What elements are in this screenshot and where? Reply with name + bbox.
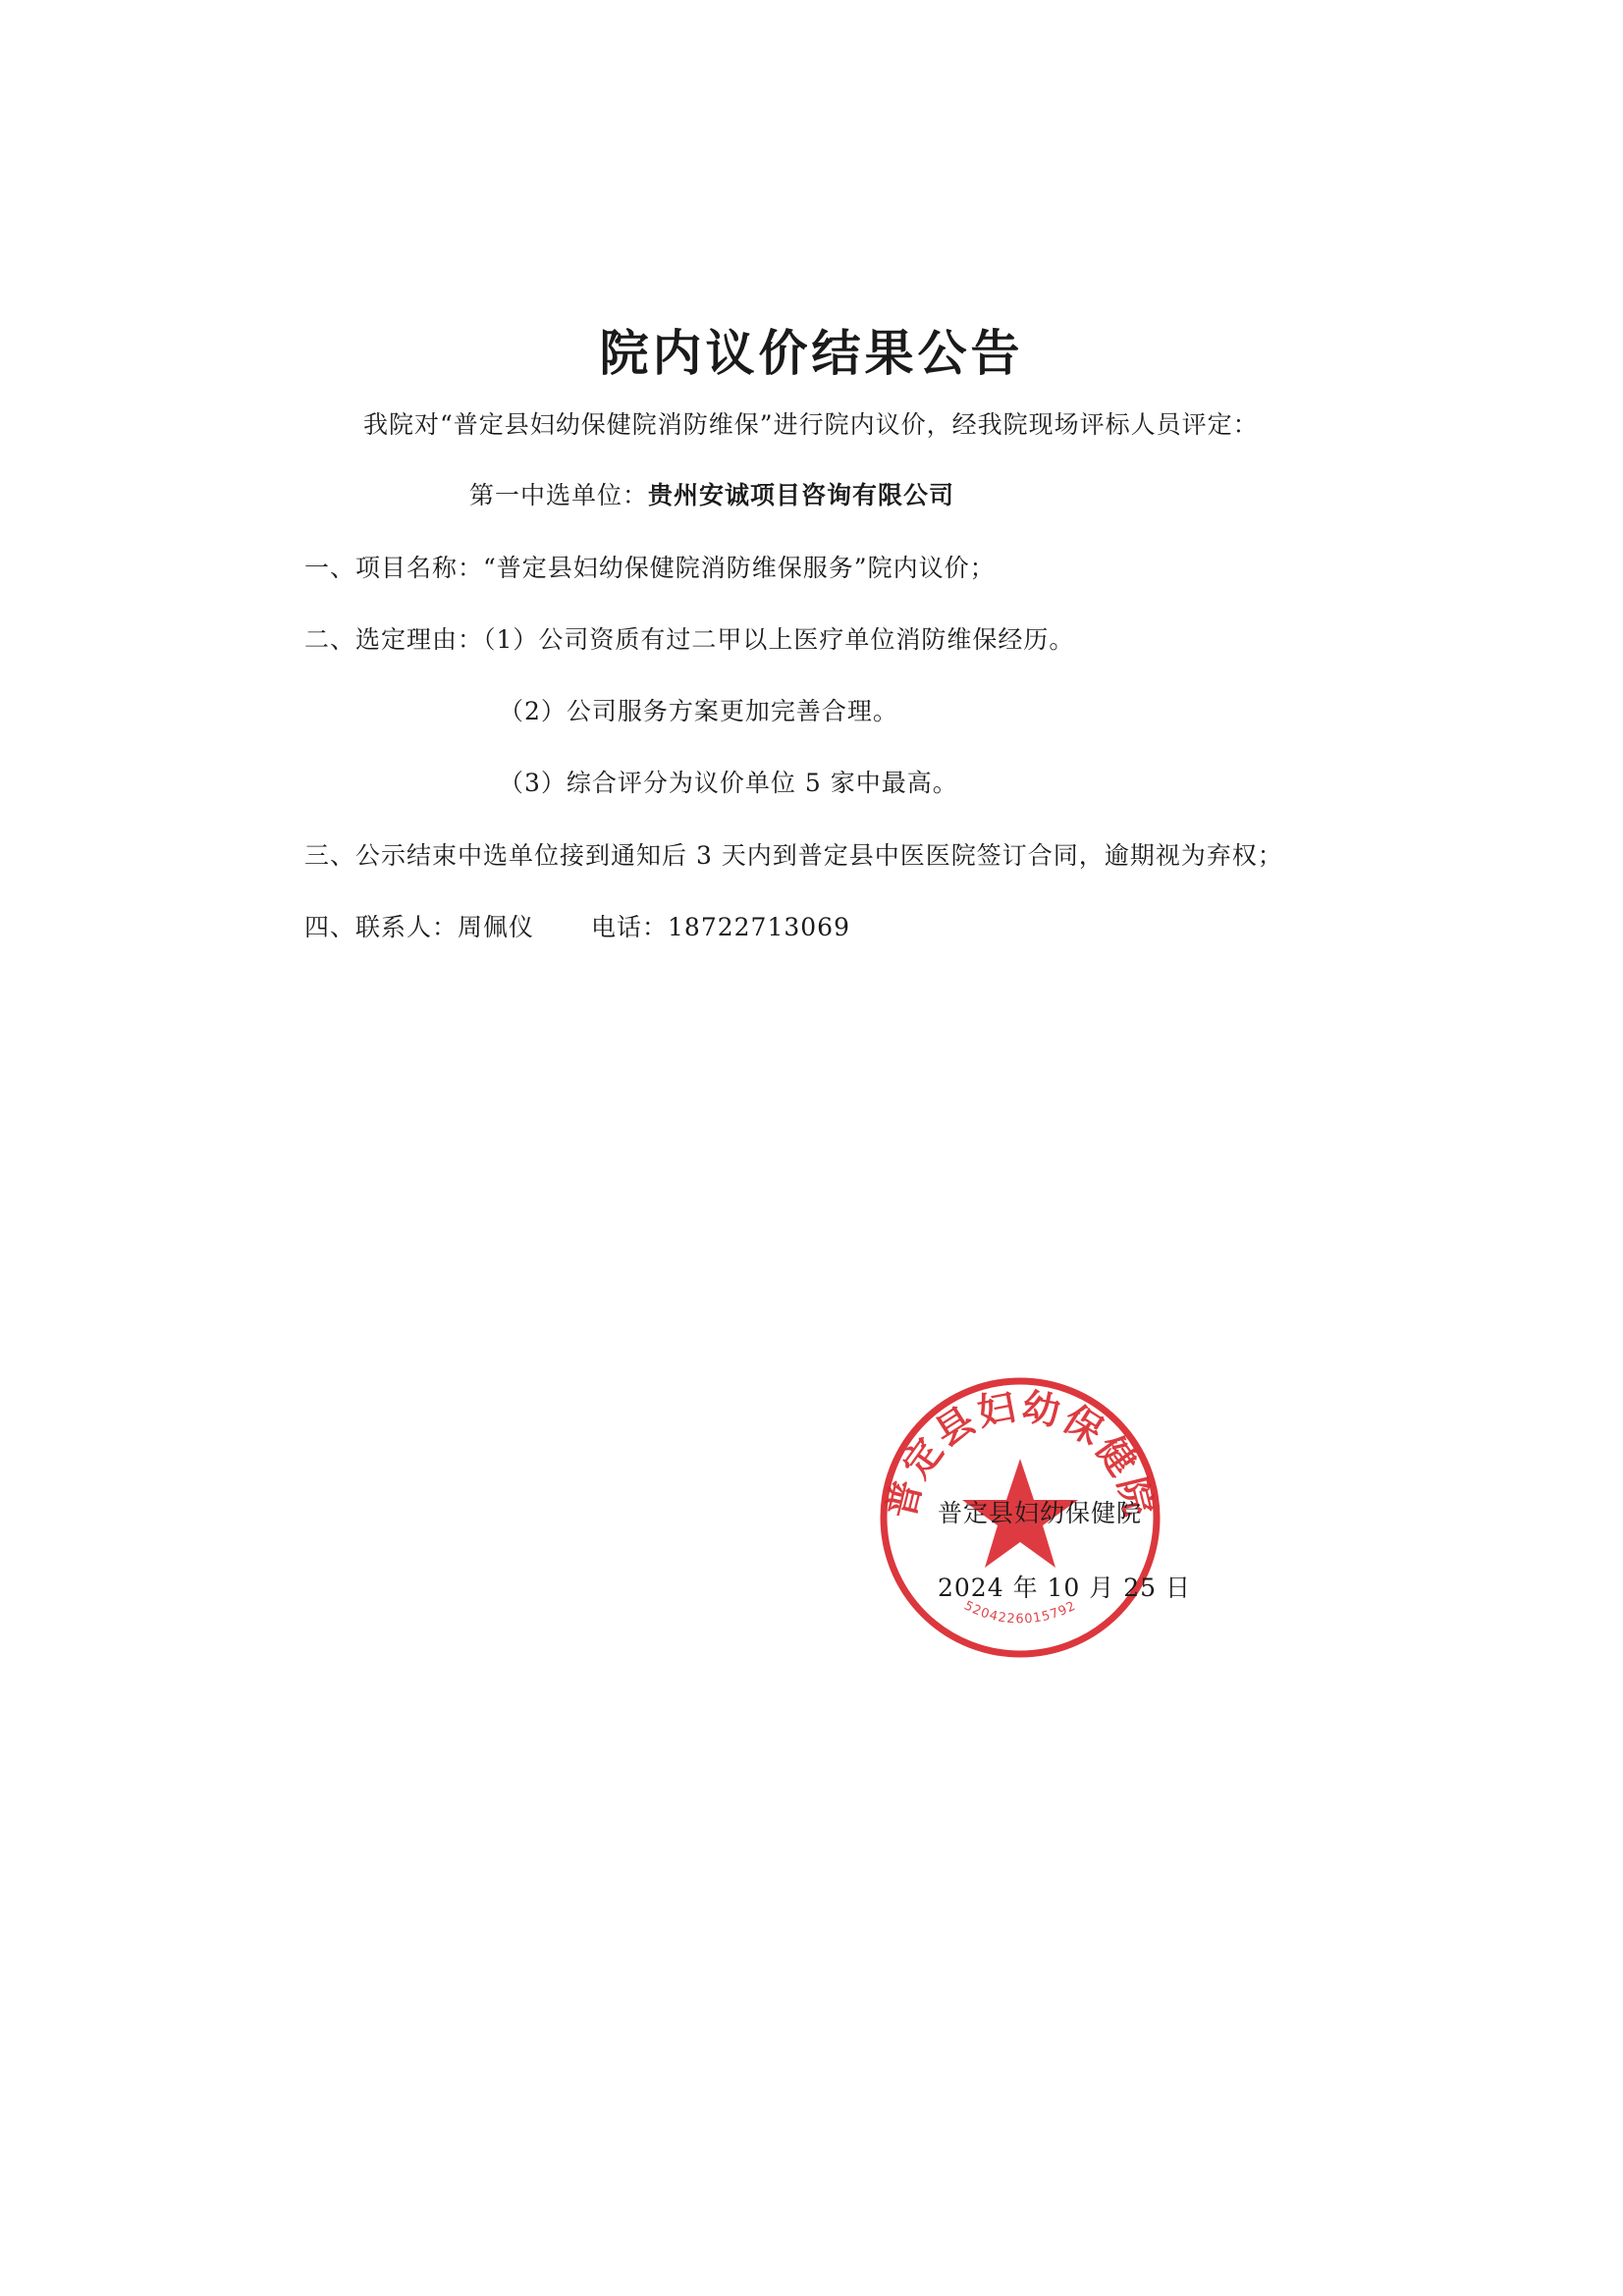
reason-1: （1）公司资质有过二甲以上医疗单位消防维保经历。	[483, 625, 1075, 654]
contract-notice-item: 三、公示结束中选单位接到通知后 3 天内到普定县中医医院签订合同，逾期视为弃权；	[304, 841, 1283, 870]
winner-name: 贵州安诚项目咨询有限公司	[648, 481, 955, 509]
seal-arc-text: 普定县妇幼保健院	[878, 1383, 1163, 1522]
selection-reason-line	[304, 625, 1074, 655]
reason-2: （2）公司服务方案更加完善合理。	[499, 697, 898, 725]
contact-line	[304, 913, 850, 942]
contact-person: 四、联系人：周佩仪	[304, 913, 535, 941]
selection-reason-label: 二、选定理由：	[304, 625, 484, 654]
issuer-name: 普定县妇幼保健院	[938, 1499, 1143, 1527]
reason-3: （3）综合评分为议价单位 5 家中最高。	[499, 769, 958, 797]
issue-date: 2024 年 10 月 25 日	[938, 1574, 1191, 1602]
contact-phone: 电话：18722713069	[591, 913, 850, 941]
page-title: 院内议价结果公告	[599, 325, 1024, 382]
seal-serial: 5204226015792	[961, 1598, 1079, 1628]
intro-paragraph: 我院对“普定县妇幼保健院消防维保”进行院内议价，经我院现场评标人员评定：	[363, 410, 1259, 439]
winner-label: 第一中选单位：	[469, 481, 649, 509]
project-name-item: 一、项目名称：“普定县妇幼保健院消防维保服务”院内议价；	[304, 554, 996, 582]
winner-line	[469, 481, 954, 510]
